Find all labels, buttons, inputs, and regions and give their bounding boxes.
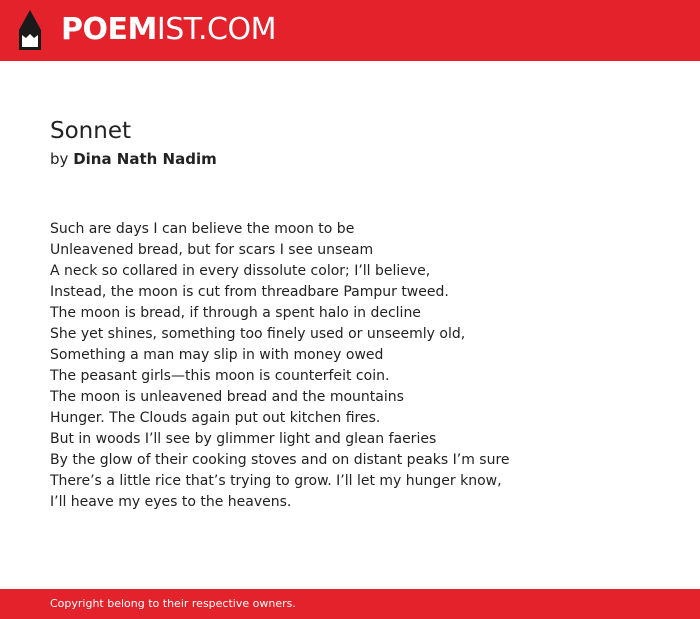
poem-line: Unleavened bread, but for scars I see unseam xyxy=(50,242,374,258)
poem-title: Sonnet xyxy=(50,118,131,144)
poem-line: She yet shines, something too finely used or unseemly old, xyxy=(50,326,466,342)
poem-author: Dina Nath Nadim xyxy=(73,150,217,168)
site-logo[interactable] xyxy=(61,12,276,48)
poem-line: Something a man may slip in with money owed xyxy=(50,347,384,363)
poem-line: By the glow of their cooking stoves and on distant peaks I’m sure xyxy=(50,452,510,468)
poem-line: But in woods I’ll see by glimmer light and glean faeries xyxy=(50,431,437,447)
pencil-icon[interactable] xyxy=(18,10,42,52)
poem-line: Such are days I can believe the moon to be xyxy=(50,221,355,237)
logo-bold-text: POEM xyxy=(61,12,157,47)
poem-line: There’s a little rice that’s trying to grow. I’ll let my hunger know, xyxy=(50,473,502,489)
site-footer xyxy=(0,589,700,619)
site-header xyxy=(0,0,700,61)
poem-byline xyxy=(50,149,217,169)
poem-body xyxy=(50,219,510,513)
poem-line: Hunger. The Clouds again put out kitchen fires. xyxy=(50,410,381,426)
poem-line: I’ll heave my eyes to the heavens. xyxy=(50,494,292,510)
poem-line: Instead, the moon is cut from threadbare Pampur tweed. xyxy=(50,284,449,300)
by-label: by xyxy=(50,150,69,168)
poem-line: The moon is bread, if through a spent halo in decline xyxy=(50,305,421,321)
logo-light-text: IST.COM xyxy=(156,12,276,47)
poem-line: The peasant girls—this moon is counterfeit coin. xyxy=(50,368,390,384)
poem-line: A neck so collared in every dissolute color; I’ll believe, xyxy=(50,263,431,279)
poem-line: The moon is unleavened bread and the mountains xyxy=(50,389,404,405)
copyright-text: Copyright belong to their respective owners. xyxy=(50,597,296,610)
